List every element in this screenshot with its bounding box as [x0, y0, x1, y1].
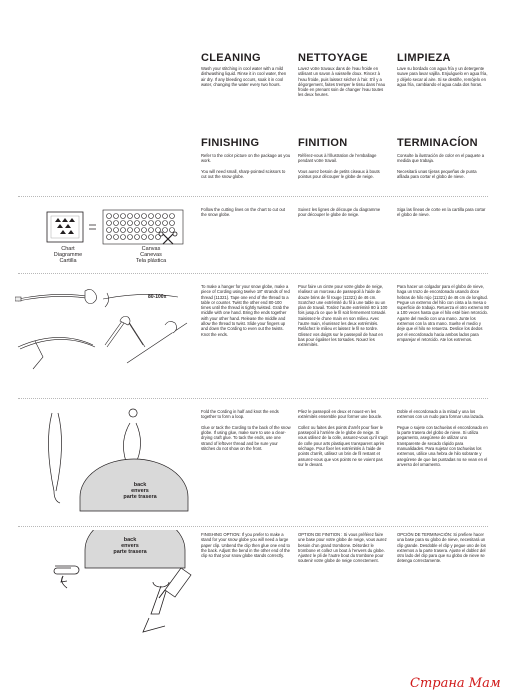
- finishing-text-en: Refer to the color picture on the package as you work. You will need small, sharp-pointed scissors to cut out the snow globe.: [201, 153, 291, 180]
- finishing-heading-es: TERMINACÍON: [397, 137, 478, 149]
- cording-twist-illustration: [15, 285, 195, 385]
- cleaning-text-es: Lave su bordado con agua fría y un detergente suave para lavar vajilla. Enjuáguelo en agua fría, y déjelo secar al aire. Si se destiñe, remójelo en agua fría, cambiando el agua cada dos horas.: [397, 66, 489, 87]
- cleaning-text-fr: Lavez votre travaux dans de l’eau froide en utilisant un savon à vaisselle doux. Rincez à l’eau froide, puis laissez sécher à l’air. S’il y a dégorgement, faites tremper le tissu dans l’eau froide en prenant soin de changer l’eau toutes les deux heures.: [298, 66, 387, 98]
- equals-icon: [89, 225, 96, 229]
- step1-text-es: Siga las líneas de corte en la cartilla para cortar el globo de nieve.: [397, 207, 487, 218]
- back-caption-step3: back envers parte trasera: [123, 482, 157, 500]
- cleaning-heading-fr: NETTOYAGE: [298, 52, 368, 64]
- step4-text-en: FINISHING OPTION: If you prefer to make a stand for your snow globe you will need a large paper clip. Unbend the clip then glue one end to the back. Adjust the bend in the other end of the clip so that your snow globe stands correctly.: [201, 532, 292, 559]
- finishing-text-es: Consulte la ilustración de color en el paquete a medida que trabaja. Necesitará unas tijeras pequeñas de punta afilada para cortar el globo de nieve.: [397, 153, 485, 180]
- finishing-heading-fr: FINITION: [298, 137, 348, 149]
- cleaning-text-en: Wash your stitching in cool water with a mild dishwashing liquid. Rinse it in cool water, then air dry. If any bleeding occurs, soak it in cool water, changing the water every two hours.: [201, 66, 288, 87]
- cleaning-heading-es: LIMPIEZA: [397, 52, 451, 64]
- chart-and-canvas-illustration: [45, 208, 190, 248]
- step2-text-fr: Pour faire un cintre pour votre globe de neige, réalisez un morceau de passepoil à l’aide de douze brins de fil rouge (11321) de 46 cm. Scotchez une extrémité du fil à une table ou un plan de travail. Tordez l’autre extrémité 80 à 100 fois jusqu’à ce que le fil soit fermement torsadé. Saisissez-le d’une main en son milieu. Avec l’autre main, réunissez les deux extrémités. Relâchez le milieu et laissez le fil se tordre. Glissez vos doigts sur le passepoil de haut en bas pour égaliser les torsades. Nouez les extrémités.: [298, 284, 389, 348]
- finishing-heading-en: FINISHING: [201, 137, 260, 149]
- step2-text-en: To make a hanger for your snow globe, make a piece of Cording using twelve 18" strands of red thread (11321). Tape one end of the thread to a table or counter. Twist the other end 80-100 times until the thread is tightly twisted. Grab the middle with one hand. Bring the ends together with your other hand. Release the middle and allow the thread to twist. Slide your fingers up and down the Cording to even out the twists. Knot the ends.: [201, 284, 291, 337]
- divider-2: [18, 273, 488, 274]
- step3-text-es: Doble el encordonado a la mitad y una los extremos con un nudo para formar una lazada. Pegue o sujete con tachuelas el encordonado en la parte trasera del globo de nieve. Si utiliza pegamento, asegúrese de utilizar uno transparente de secado rápido para manualidades. Para sujetar con tachuelas los extremos, utilice una hebra de hilo sobrante y asegúrese de que las puntadas no se vean en el anverso del ornamento.: [397, 409, 488, 467]
- step1-text-en: Follow the cutting lines on the chart to cut out the snow globe.: [201, 207, 287, 218]
- back-caption-step4: back envers parte trasera: [113, 537, 147, 555]
- divider-3: [18, 398, 488, 399]
- cleaning-heading-en: CLEANING: [201, 52, 261, 64]
- canvas-caption: Canvas Canevas Tela plástica: [135, 246, 167, 264]
- glue-bottle-icon: [159, 568, 191, 598]
- twist-count-label: 80-100x: [148, 294, 167, 300]
- finishing-text-fr: Référez-vous à l’illustration de l’emballage pendant votre travail. Vous aurez besoin de petits ciseaux à bouts pointus pour découper le globe de neige.: [298, 153, 380, 180]
- step3-text-en: Fold the Cording in half and knot the ends together to form a loop. Glue or tack the Cording to the back of the snow globe. If using glue, make sure to use a clear-drying craft glue. To tack the ends, use one strand of leftover thread and be sure your stitches do not show on the front.: [201, 409, 291, 452]
- chart-grid-icon: [47, 212, 83, 242]
- step4-text-es: OPCIÓN DE TERMINACIÓN: Si prefiere hacer una base para su globo de nieve, necesitará un clip grande. Desdoble el clip y pegue uno de los extremos a la parte trasera. Ajuste el doblez del otro lado del clip para que su globo de nieve se detenga correctamente.: [397, 532, 488, 564]
- chart-caption: Chart Diagramme Cartilla: [53, 246, 83, 264]
- step3-text-fr: Pliez le passepoil en deux et nouez-en les extrémités ensemble pour former une boucle. Collez ou faites des points d’arrêt pour fixer le passepoil à l’arrière de le globe de neige. Si vous utilisez de la colle, assurez-vous qu’il s’agit de colle pour arts plastiques transparent après séchage. Pour fixer les extrémités à l’aide de points d’arrêt, utilisez un brin de fil restant et assurez-vous que vos points ne se voient pas sur le devant.: [298, 409, 388, 467]
- site-watermark: Страна Мам: [410, 676, 501, 691]
- step1-text-fr: Suivez les lignes de découpe du diagramme pour découper le globe de neige.: [298, 207, 382, 218]
- step4-text-fr: OPTION DE FINITION : Si vous préférez faire une base pour votre globe de neige, vous aurez besoin d’un grand trombone. Détordez le trombone et collez un bout à l’envers du globe. Ajustez le pli de l’autre bout du trombone pour soutenir votre globe de neige correctement.: [298, 532, 388, 564]
- divider-1: [18, 196, 488, 197]
- step2-text-es: Para hacer un colgador para el globo de nieve, haga un trozo de encordonado usando doce hebras de hilo rojo (11321) de 46 cm de longitud. Pegue un extremo del hilo con cinta a la mesa o superficie de trabajo. Retuerza el otro extremo 80 a 100 veces hasta que el hilo esté bien retorcido. Agarre del medio con una mano. Junte los extremos con la otra mano. Suelte el medio y deje que el hilo se retuerza. Deslice los dedos por el encordonado hacia ambos lados para emparejar el retorcido. Ate los extremos.: [397, 284, 491, 342]
- loop-on-back-illustration: [40, 405, 190, 517]
- canvas-mesh-icon: [103, 210, 183, 244]
- divider-4: [18, 526, 488, 527]
